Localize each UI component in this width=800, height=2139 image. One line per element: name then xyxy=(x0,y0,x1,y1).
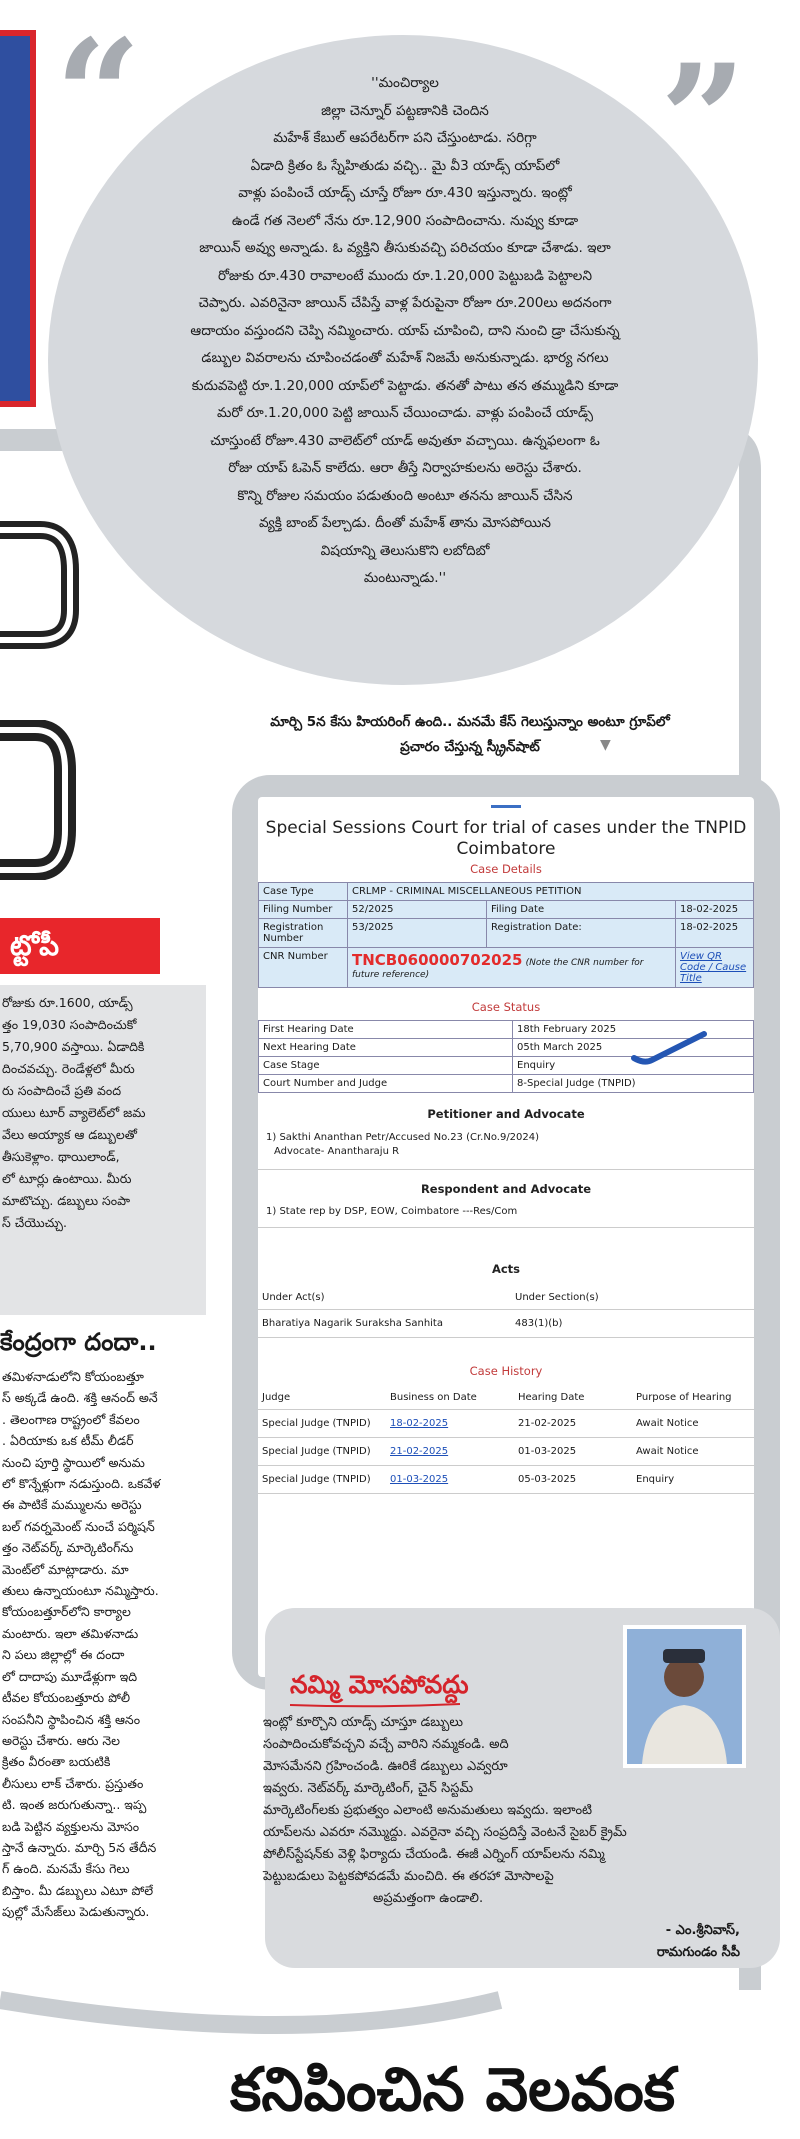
table-row: Special Judge (TNPID) 01-03-2025 05-03-2025 Enquiry xyxy=(258,1466,754,1494)
table-row: Special Judge (TNPID) 18-02-2025 21-02-2025 Await Notice xyxy=(258,1410,754,1438)
history-date-link[interactable]: 21-02-2025 xyxy=(390,1446,449,1457)
registration-number-label: Registration Number xyxy=(259,919,348,948)
quote-text: ''మంచిర్యాల జిల్లా చెన్నూర్ పట్టణానికి చెందిన మహేశ్ కేబుల్ ఆపరేటర్‌గా పని చేస్తుంటాడు. సరిగ్గా ఏడాది క్రితం ఓ స్నేహితుడు వచ్చి.. మై వీ3 యాడ్స్ యాప్‌లో వాళ్లు పంపించే యాడ్స్ చూస్తే రోజూ రూ.430 ఇస్తున్నారు. ఇంట్లో ఉండే గత నెలలో నేను రూ.12,900 సంపాదించాను. నువ్వు కూడా జాయిన్ అవ్వు అన్నాడు. ఓ వ్యక్తిని తీసుకువచ్చి పరిచయం కూడా చేశాడు. ఇలా రోజుకు రూ.430 రావాలంటే ముందు రూ.1.20,000 పెట్టుబడి పెట్టాలని చెప్పారు. ఎవరినైనా జాయిన్ చేపిస్తే వాళ్ల పేరుపైనా రోజూ రూ.200లు అదనంగా ఆదాయం వస్తుందని చెప్పి నమ్మించారు. యాప్ చూపించి, దాని నుంచి డ్రా చేసుకున్న డబ్బుల వివరాలను చూపించడంతో మహేశ్ నిజమే అనుకున్నాడు. భార్య నగలు కుదువపెట్టి రూ.1.20,000 యాప్‌లో పెట్టాడు. తనతో పాటు తన తమ్ముడిని కూడా మరో రూ.1.20,000 పెట్టి జాయిన్ చేయించాడు. వాళ్లు పంపించే యాడ్స్ చూస్తుంటే రోజూ.430 వాలెట్‌లో యాడ్ అవుతూ వచ్చాయి. ఉన్నఫలంగా ఓ రోజు యాప్ ఓపెన్ కాలేదు. ఆరా తీస్తే నిర్వాహకులను అరెస్టు చేశారు. కొన్ని రోజుల సమయం పడుతుంది అంటూ తనను జాయిన్ చేసిన వ్యక్తి బాంబ్ పేల్చాడు. దీంతో మహేశ్ తాను మోసపోయిన విషయాన్ని తెలుసుకొని లబోదిబో మంటున్నాడు.'' xyxy=(190,75,620,586)
open-quote-icon: “ xyxy=(55,7,142,183)
court-title: Special Sessions Court for trial of cases under the TNPID Coimbatore xyxy=(265,818,747,859)
case-details-table xyxy=(258,882,754,988)
petitioner-heading: Petitioner and Advocate xyxy=(427,1107,585,1121)
section-value: 483(1)(b) xyxy=(511,1310,754,1338)
court-judge-label: Court Number and Judge xyxy=(259,1075,513,1093)
next-hearing-label: Next Hearing Date xyxy=(259,1039,513,1057)
caption-arrow-icon: ▼ xyxy=(600,737,611,753)
doc-top-bar xyxy=(491,805,521,808)
under-act-label: Under Act(s) xyxy=(258,1286,511,1310)
filing-number-label: Filing Number xyxy=(259,901,348,919)
under-section-label: Under Section(s) xyxy=(511,1286,754,1310)
history-date-link[interactable]: 18-02-2025 xyxy=(390,1418,449,1429)
cnr-label: CNR Number xyxy=(259,948,348,988)
case-stage-value: Enquiry xyxy=(513,1057,754,1075)
petitioner-details: 1) Sakthi Ananthan Petr/Accused No.23 (Cr.No.9/2024) Advocate- Anantharaju R xyxy=(258,1121,754,1170)
first-hearing-label: First Hearing Date xyxy=(259,1021,513,1039)
warning-signature: - ఎం.శ్రీనివాస్, రామగుండం సీపీ xyxy=(656,1923,740,1960)
left-body-text: తమిళనాడులోని కోయంబత్తూ స్ అక్కడే ఉంది. శక్తి ఆనంద్ అనే . తెలంగాణ రాష్ట్రంలో కేవలం . ఏరియాకు ఒక టీమ్ లీడర్ నుంచి పూర్తి స్థాయిలో అనుమ లో కొన్నేళ్లుగా నడుస్తుంది. ఒకవేళ ఈ పాటికే మమ్ములను అరెస్టు బల్ గవర్నమెంట్ నుంచే పర్మిషన్ త్తం నెట్‌వర్క్ మార్కెటింగ్‌ను మెంట్‌లో మాట్లాడారు. మా తులు ఉన్నాయంటూ నమ్మిస్తారు. కోయంబత్తూర్‌లోని కార్యాల మంటారు. ఇలా తమిళనాడు ని పలు జిల్లాల్లో ఈ దందా లో దాదాపు మూడేళ్లుగా ఇది టీవల కోయంబత్తూరు పోలీ సంపనీని స్థాపించిన శక్తి ఆనం అరెస్టు చేశారు. ఆరు నెల క్రితం వీరంతా బయటికి లీసులు లాక్ చేశారు. ప్రస్తుతం టి. ఇంత జరుగుతున్నా.. ఇప్ప బడి పెట్టిన వ్యక్తులను మోసం స్తానే ఉన్నారు. మార్చి 5న తేదీన గ్ ఉంది. మనమే కేసు గెలు బిస్తాం. మీ డబ్బులు ఎటూ పోలే పుల్లో మేసేజ్‌లు పెడుతున్నారు. xyxy=(2,1369,161,1920)
warning-text: ఇంట్లో కూర్చొని యాడ్స్ చూస్తూ డబ్బులు సంపాదించుకోవచ్చని వచ్చే వారిని నమ్మకండి. అది మోసమేనని గ్రహించండి. ఊరికే డబ్బులు ఎవ్వరూ ఇవ్వరు. నెట్‌వర్క్ మార్కెటింగ్, చైన్ సిస్టమ్ మార్కెటింగ్‌లకు ప్రభుత్వం ఎలాంటి అనుమతులు ఇవ్వదు. ఇలాంటి యాప్‌లను ఎవరూ నమ్మొద్దు. ఎవరైనా వచ్చి సంప్రదిస్తే వెంటనే సైబర్ క్రైమ్ పోలీస్‌స్టేషన్‌కు వెళ్లి ఫిర్యాదు చేయండి. ఈజీ ఎర్నింగ్ యాప్‌లను నమ్మి పెట్టుబడులు పెట్టకపోవడమే మంచిది. ఈ తరహా మోసాలపై అప్రమత్తంగా ఉండాలి. xyxy=(263,1715,627,1906)
case-type-label: Case Type xyxy=(259,883,348,901)
case-history-table xyxy=(258,1386,754,1494)
bottom-headline: కనిపించిన వెలవంక xyxy=(230,2055,676,2125)
left-grey-panel-text: రోజుకు రూ.1600, యాడ్స్ త్తం 19,030 సంపాదించుకో 5,70,900 వస్తాయి. ఏడాదికి దించవచ్చు. రెండేళ్లలో మీరు రు సంపాదించే ప్రతి వంద యులు టూర్ వ్యాలెట్‌లో జమ వేలు అయ్యాక ఆ డబ్బులతో తీసుకెళ్లాం. థాయిలాండ్, లో టూర్లు ఉంటాయి. మీరు మాటొచ్చు. డబ్బులు సంపా స్ చేయొచ్చు. xyxy=(2,995,146,1230)
court-judge-value: 8-Special Judge (TNPID) xyxy=(513,1075,754,1093)
filing-number-value: 52/2025 xyxy=(348,901,487,919)
registration-date-value: 18-02-2025 xyxy=(676,919,754,948)
court-document xyxy=(258,797,754,1677)
act-value: Bharatiya Nagarik Suraksha Sanhita xyxy=(258,1310,511,1338)
next-hearing-value: 05th March 2025 xyxy=(513,1039,754,1057)
cnr-note: (Note the CNR number for future reference) xyxy=(352,958,644,980)
acts-table xyxy=(258,1286,754,1338)
left-subheading: కేంద్రంగా దందా.. xyxy=(0,1328,157,1356)
close-quote-icon: ” xyxy=(660,32,747,208)
case-type-value: CRLMP - CRIMINAL MISCELLANEOUS PETITION xyxy=(348,883,754,901)
filing-date-label: Filing Date xyxy=(487,901,676,919)
case-details-heading: Case Details xyxy=(470,862,542,876)
acts-heading: Acts xyxy=(491,1262,521,1276)
left-red-banner: ట్టోపీ xyxy=(0,918,160,974)
registration-number-value: 53/2025 xyxy=(348,919,487,948)
history-header-row: Judge Business on Date Hearing Date Purpose of Hearing xyxy=(258,1386,754,1410)
registration-date-label: Registration Date: xyxy=(487,919,676,948)
case-status-heading: Case Status xyxy=(471,1000,541,1014)
respondent-details: 1) State rep by DSP, EOW, Coimbatore ---Res/Com xyxy=(258,1196,754,1228)
case-history-heading: Case History xyxy=(469,1364,543,1378)
cnr-value: TNCB060000702025 xyxy=(352,951,523,969)
screenshot-caption: మార్చి 5న కేసు హియరింగ్ ఉంది.. మనమే కేస్ గెలుస్తున్నాం అంటూ గ్రూప్‌లో ప్రచారం చేస్తున్న స్క్రీన్‌షాట్ xyxy=(270,714,670,755)
table-row: Special Judge (TNPID) 21-02-2025 01-03-2025 Await Notice xyxy=(258,1438,754,1466)
warning-title-underline xyxy=(290,1702,460,1708)
first-hearing-value: 18th February 2025 xyxy=(513,1021,754,1039)
qr-code-link[interactable]: View QR Code / Cause Title xyxy=(680,951,747,984)
case-stage-label: Case Stage xyxy=(259,1057,513,1075)
history-date-link[interactable]: 01-03-2025 xyxy=(390,1474,449,1485)
filing-date-value: 18-02-2025 xyxy=(676,901,754,919)
respondent-heading: Respondent and Advocate xyxy=(420,1182,592,1196)
check-mark-icon xyxy=(630,1030,710,1070)
warning-title: నమ్మి మోసపోవద్దు xyxy=(290,1670,469,1699)
